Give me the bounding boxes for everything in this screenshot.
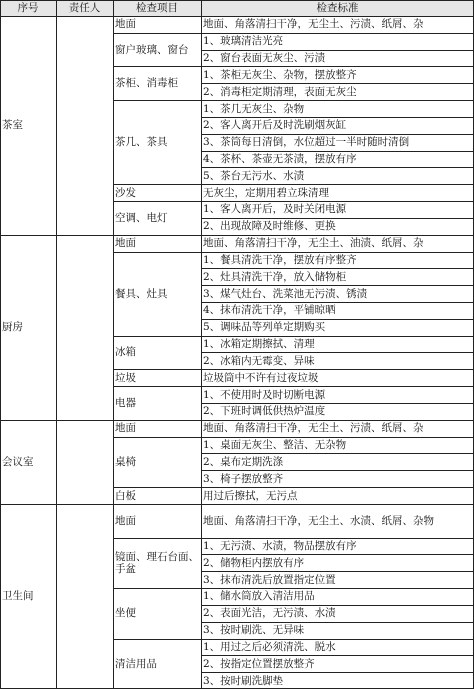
standard-divider <box>201 218 474 219</box>
standard-line: 地面、角落清扫干净，无尘土、水渍、纸屑、杂物 <box>203 514 434 527</box>
item-name: 餐具、灶具 <box>115 287 168 300</box>
section-name: 茶室 <box>2 119 23 132</box>
item-divider <box>113 487 474 488</box>
standard-divider <box>201 672 474 673</box>
section-divider <box>0 504 474 505</box>
standard-divider <box>201 167 474 168</box>
item-divider <box>113 588 474 589</box>
standard-line: 2、窗台表面无灰尘、污渍 <box>203 52 326 65</box>
standard-line: 2、表面光洁，无污渍、水渍 <box>203 607 336 620</box>
standard-line: 1、不使用时及时切断电源 <box>203 388 326 401</box>
item-name: 窗户玻璃、窗台 <box>115 43 189 56</box>
section-name: 厨房 <box>2 321 23 334</box>
standard-divider <box>201 453 474 454</box>
standard-line: 5、茶台无污水、水渍 <box>203 169 305 182</box>
section-divider <box>0 235 474 236</box>
standard-divider <box>201 470 474 471</box>
standard-line: 2、灶具清洗干净，放入储物柜 <box>203 270 347 283</box>
header-item: 检查项目 <box>136 2 178 14</box>
standard-divider <box>201 285 474 286</box>
standard-line: 4、抹布清洗干净，平铺晾晒 <box>203 304 336 317</box>
standard-divider <box>201 403 474 404</box>
column-divider <box>0 0 1 689</box>
item-name: 地面 <box>115 237 136 250</box>
item-name: 茶几、茶具 <box>115 136 168 149</box>
section-divider <box>0 16 474 17</box>
item-name: 坐便 <box>115 607 136 620</box>
item-name: 镜面、理石台面、手盆 <box>115 550 199 575</box>
standard-divider <box>201 117 474 118</box>
standard-line: 1、储水筒放入清洁用品 <box>203 590 315 603</box>
item-name: 空调、电灯 <box>115 211 168 224</box>
column-divider <box>56 0 57 689</box>
column-divider <box>113 0 114 689</box>
item-name: 地面 <box>115 422 136 435</box>
standard-divider <box>201 655 474 656</box>
header-seq: 序号 <box>17 2 39 14</box>
header-standard: 检查标准 <box>316 2 359 14</box>
standard-line: 3、抹布清洗后放置指定位置 <box>203 573 336 586</box>
standard-line: 1、餐具清洗干净，摆放有序整齐 <box>203 253 357 266</box>
item-name: 白板 <box>115 489 136 502</box>
item-name: 清洁用品 <box>115 657 157 670</box>
standard-line: 2、消毒柜定期清理，表面无灰尘 <box>203 85 357 98</box>
header-owner: 责任人 <box>68 2 101 14</box>
item-divider <box>113 369 474 370</box>
item-name: 垃圾 <box>115 371 136 384</box>
standard-divider <box>201 83 474 84</box>
standard-line: 3、茶筒每日清倒，水位超过一半时随时清倒 <box>203 136 410 149</box>
section-name: 卫生间 <box>2 590 34 603</box>
item-name: 电器 <box>115 396 136 409</box>
item-divider <box>113 252 474 253</box>
section-divider <box>0 420 474 421</box>
standard-line: 1、茶几无灰尘、杂物 <box>203 102 305 115</box>
item-divider <box>113 100 474 101</box>
item-divider <box>113 386 474 387</box>
standard-line: 3、椅子摆放整齐 <box>203 472 284 485</box>
standard-line: 2、桌布定期洗涤 <box>203 455 284 468</box>
standard-line: 1、桌面无灰尘、整洁、无杂物 <box>203 439 347 452</box>
standard-divider <box>201 134 474 135</box>
standard-line: 2、按指定位置摆放整齐 <box>203 657 315 670</box>
standard-line: 2、冰箱内无霉变、异味 <box>203 354 315 367</box>
item-divider <box>113 336 474 337</box>
item-name: 冰箱 <box>115 346 136 359</box>
standard-divider <box>201 571 474 572</box>
standard-line: 1、冰箱定期擦拭、清理 <box>203 338 315 351</box>
item-name: 地面 <box>115 18 136 31</box>
standard-line: 1、玻璃清洁光亮 <box>203 35 284 48</box>
standard-divider <box>201 622 474 623</box>
item-divider <box>113 437 474 438</box>
standard-line: 2、储物柜内摆放有序 <box>203 556 305 569</box>
standard-divider <box>201 605 474 606</box>
standard-line: 无灰尘，定期用碧立珠清理 <box>203 186 329 199</box>
standard-line: 3、按时刷洗、无异味 <box>203 624 305 637</box>
standard-line: 1、用过之后必须清洗、脱水 <box>203 640 336 653</box>
standard-divider <box>201 554 474 555</box>
standard-line: 1、茶柜无灰尘、杂物，摆放整齐 <box>203 68 357 81</box>
item-divider <box>113 66 474 67</box>
standard-divider <box>201 268 474 269</box>
standard-divider <box>201 302 474 303</box>
item-name: 茶柜、消毒柜 <box>115 77 178 90</box>
standard-line: 地面、角落清扫干净，无尘土、污渍、纸屑、杂 <box>203 18 424 31</box>
item-name: 沙发 <box>115 186 136 199</box>
standard-line: 3、煤气灶台、洗菜池无污渍、锈渍 <box>203 287 368 300</box>
standard-line: 地面、角落清扫干净，无尘土、污渍、纸屑、杂 <box>203 422 424 435</box>
standard-line: 垃圾筒中不许有过夜垃圾 <box>203 371 319 384</box>
item-divider <box>113 639 474 640</box>
standard-divider <box>201 50 474 51</box>
standard-line: 2、出现故障及时维修、更换 <box>203 220 336 233</box>
standard-line: 用过后擦拭，无污点 <box>203 489 298 502</box>
item-divider <box>113 538 474 539</box>
column-divider <box>201 0 202 689</box>
standard-divider <box>201 151 474 152</box>
section-name: 会议室 <box>2 455 34 468</box>
standard-line: 2、下班时调低供热炉温度 <box>203 405 326 418</box>
standard-line: 2、客人离开后及时洗刷烟灰缸 <box>203 119 347 132</box>
standard-line: 3、按时刷洗脚垫 <box>203 674 284 687</box>
item-divider <box>113 184 474 185</box>
item-divider <box>113 201 474 202</box>
table-top-border <box>0 0 474 1</box>
standard-line: 1、无污渍、水渍，物品摆放有序 <box>203 539 357 552</box>
standard-divider <box>201 352 474 353</box>
standard-line: 1、客人离开后，及时关闭电源 <box>203 203 347 216</box>
standard-line: 地面、角落清扫干净，无尘土、油渍、纸屑、杂 <box>203 237 424 250</box>
item-name: 地面 <box>115 514 136 527</box>
standard-line: 4、茶杯、茶壶无茶渍，摆放有序 <box>203 153 357 165</box>
standard-line: 5、调味品等列单定期购买 <box>203 321 326 334</box>
item-divider <box>113 33 474 34</box>
item-name: 桌椅 <box>115 455 136 468</box>
standard-divider <box>201 319 474 320</box>
